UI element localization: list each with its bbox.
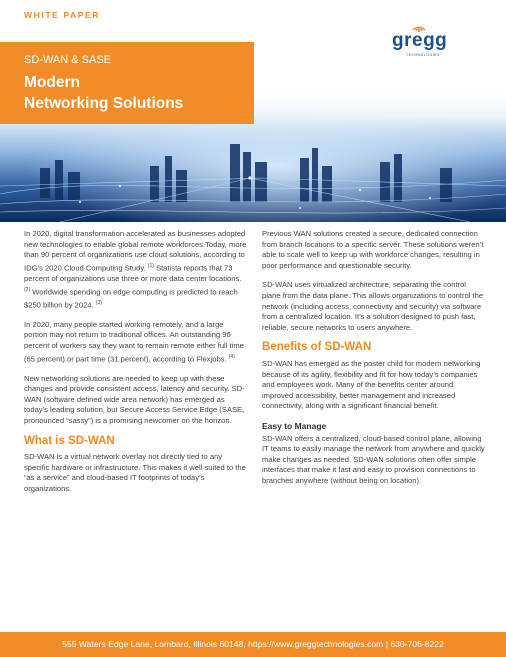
easy-to-manage-paragraph: SD-WAN offers a centralized, cloud-based control plane, allowing IT teams to easily manage the network from anywhere and quickly make changes as needed. SD-WAN solutions often offer simple interfaces that make it fast and easy to provision connections to branches anywhere (without being on location). [262, 433, 485, 485]
footer-contact-text: 555 Waters Edge Lane, Lombard, Illinois 60148, https://www.greggtechnologies.com | 630-706-8222 [62, 639, 444, 649]
title-line-1: Modern [24, 74, 80, 91]
title-banner [0, 42, 254, 124]
company-logo [384, 22, 454, 62]
remote-work-paragraph: In 2020, many people started working remotely, and a large portion may not return to traditional offices. An outstanding 96 percent of workers say they want to remain remote either full time (65 percent) or part time (31 percent), according to Flexjobs. $^{(4)}$ [24, 319, 244, 364]
logo-wordmark: gregg [392, 30, 448, 51]
banner-kicker: SD-WAN & SASE [24, 54, 111, 66]
title-line-2: Networking Solutions [24, 95, 184, 112]
page-title [24, 72, 183, 114]
previous-wan-paragraph: Previous WAN solutions created a secure, dedicated connection from branch locations to a specific server. These solutions weren’t able to scale well to keep up with workforce changes, resulting in poor performance and questionable security. [262, 229, 484, 270]
heading-what-is-sdwan: What is SD-WAN [24, 434, 115, 447]
right-column [262, 229, 486, 495]
document-type-label: WHITE PAPER [24, 10, 101, 20]
logo-subtitle: TECHNOLOGIES [406, 53, 440, 57]
left-column [24, 229, 248, 504]
heading-easy-to-manage: Easy to Manage [262, 420, 327, 431]
heading-benefits: Benefits of SD-WAN [262, 341, 372, 354]
footer-bar [0, 632, 506, 657]
virtualized-architecture-paragraph: SD-WAN uses virtualized architecture, separating the control plane from the data plane. This allows organizations to control the network (including access, connectivity and security) via software from a centralized location. It’s a solution designed to push fast, reliable, secure networks to users anywhere. [262, 280, 484, 332]
intro-paragraph: In 2020, digital transformation accelerated as businesses adopted new technologies to enable global remote workforces.Today, more than 90 percent of organizations use cloud solutions, according to IDG’s 2020 Cloud Computing Study. $^{(1)}$ Statista reports that 73 percent of organizations use three or more data center locations. $^{(2)}$ Worldwide spending on edge computing is predicted to reach $250 billion by 2024. $^{(3)}$ [24, 229, 247, 310]
benefits-paragraph: SD-WAN has emerged as the poster child for modern networking because of its agility, flexibility and fit for how today’s companies and employees work. Many of the benefits center around improved accessibility, better management and increased connectivity, along with a significant financial benefit. [262, 358, 481, 411]
new-solutions-paragraph: New networking solutions are needed to keep up with these changes and provide consistent access, latency and security. SD-WAN (software defined wide area network) has emerged as today’s leading solution, but Secure Access Service Edge (SASE, pronounced “sassy”) is a promising newcomer on the horizon. [24, 373, 245, 426]
sdwan-definition-paragraph: SD-WAN is a virtual network overlay not directly tied to any specific hardware or infrastructure. This makes it well suited to the “as a service” and cloud-based IT footprints of today’s organizations. [24, 452, 246, 493]
